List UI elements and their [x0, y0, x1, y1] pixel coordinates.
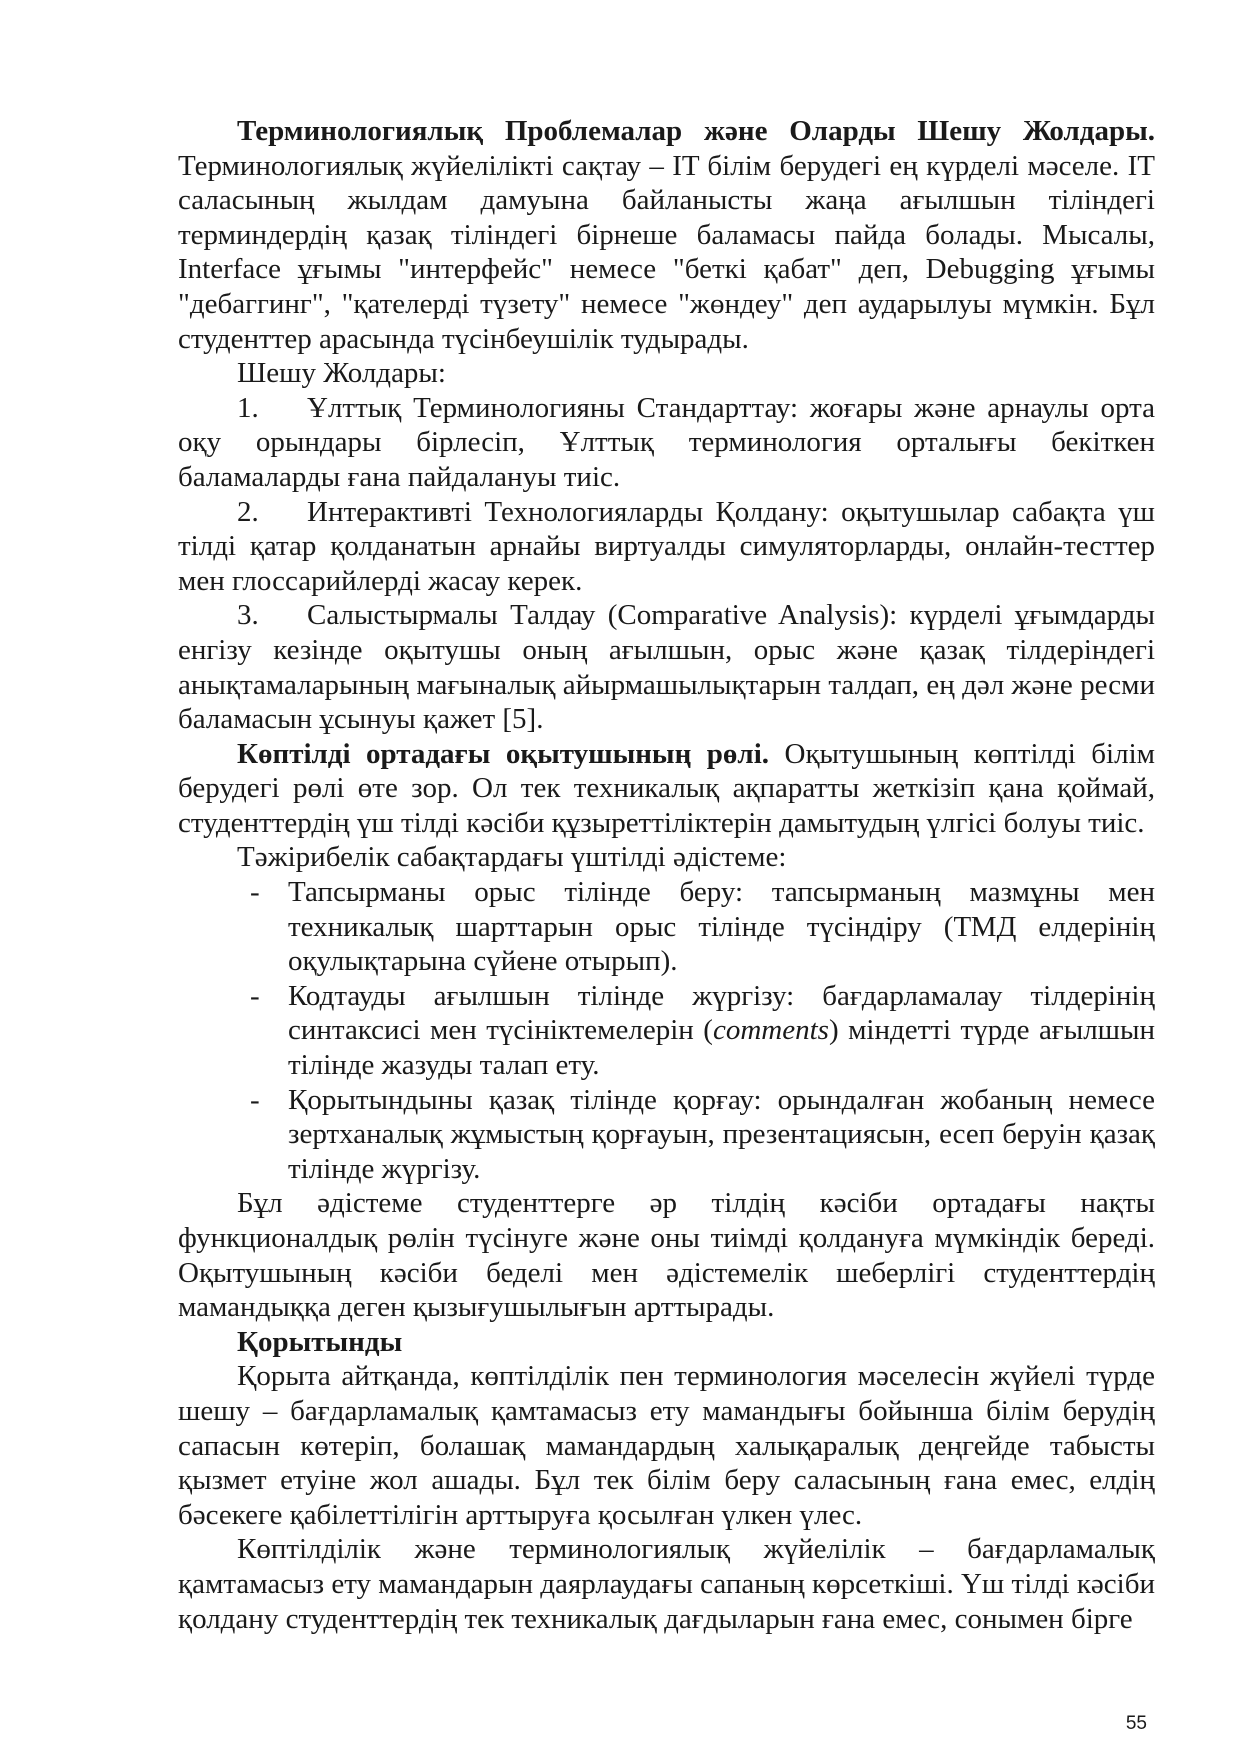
solution-item-1	[178, 391, 1155, 495]
solution-text: Салыстырмалы Талдау (Comparative Analysis): күрделі ұғымдарды енгізу кезінде оқытушы оның ағылшын, орыс және қазақ тілдеріндегі анықтамаларының мағыналық айырмашылықтарын талдап, ең дәл және ресми баламасын ұсынуы қажет [5].	[178, 599, 1155, 736]
terminology-body: Терминологиялық жүйелілікті сақтау – IT білім берудегі ең күрделі мәселе. IT саласының жылдам дамуына байланысты жаңа ағылшын тіліндегі терминдердің қазақ тіліндегі бірнеше баламасы пайда болады. Мысалы, Interface ұғымы "интерфейс" немесе "беткі қабат" деп, Debugging ұғымы "дебаггинг", "қателерді түзету" немесе "жөндеу" деп аударылуы мүмкін. Бұл студенттер арасында түсінбеушілік тудырады.	[178, 149, 1155, 355]
list-item-text: Қорытындыны қазақ тілінде қорғау: орындалған жобаның немесе зертханалық жұмыстың қорғауын, презентациясын, есеп беруін қазақ тілінде жүргізу.	[288, 1083, 1155, 1185]
solutions-title: Шешу Жолдары:	[237, 357, 446, 390]
list-item	[178, 875, 1155, 979]
list-item-text: Тапсырманы орыс тілінде беру: тапсырманың мазмұны мен техникалық шарттарын орыс тілінде түсіндіру (ТМД елдерінің оқулықтарына сүйене отырып).	[288, 876, 1155, 978]
dash-bullet: -	[250, 979, 260, 1012]
method-conclusion-paragraph: Бұл әдістеме студенттерге әр тілдің кәсіби ортадағы нақты функционалдық рөлін түсінуге және оны тиімді қолдануға мүмкіндік береді. Оқытушының кәсіби беделі мен әдістемелік шеберлігі студенттердің мамандыққа деген қызығушылығын арттырады.	[178, 1187, 1155, 1324]
list-item-text-before: Кодтауды ағылшын тілінде жүргізу: бағдарламалау тілдерінің синтаксисі мен түсініктемелерін (	[288, 979, 1155, 1047]
solution-text: Интерактивті Технологияларды Қолдану: оқытушылар сабақта үш тілді қатар қолданатын арнайы виртуалды симуляторларды, онлайн-тесттер мен глоссарийлерді жасау керек.	[178, 495, 1155, 597]
teacher-role-body: Оқытушының көптілді білім берудегі рөлі өте зор. Ол тек техникалық ақпаратты жеткізіп қана қоймай, студенттердің үш тілді кәсіби құзыреттіліктерін дамытудың үлгісі болуы тиіс.	[178, 737, 1155, 839]
list-item-text-after: ) міндетті түрде ағылшын тілінде жазуды талап ету.	[288, 1014, 1155, 1082]
dash-bullet: -	[250, 876, 260, 909]
dash-bullet: -	[250, 1083, 260, 1116]
conclusion-paragraph-2: Көптілділік және терминологиялық жүйелілік – бағдарламалық қамтамасыз ету мамандарын даярлаудағы сапаның көрсеткіші. Үш тілді кәсіби қолдану студенттердің тек техникалық дағдыларын ғана емес, сонымен бірге	[178, 1533, 1155, 1635]
list-item-italic-term: comments	[712, 1014, 829, 1047]
method-list	[178, 875, 1155, 1186]
section-heading-terminology: Терминологиялық Проблемалар және Оларды Шешу Жолдары.	[237, 115, 1155, 147]
method-title: Тәжірибелік сабақтардағы үштілді әдістеме:	[237, 841, 787, 874]
section-teacher-role-paragraph	[178, 737, 1155, 841]
page-number: 55	[1125, 1713, 1147, 1734]
solution-item-2	[178, 495, 1155, 599]
section-heading-teacher-role: Көптілді ортадағы оқытушының рөлі.	[237, 737, 769, 770]
solution-number: 3.	[237, 599, 259, 632]
conclusion-paragraph-1: Қорыта айтқанда, көптілділік пен терминология мәселесін жүйелі түрде шешу – бағдарламалық қамтамасыз ету мамандығы бойынша білім берудің сапасын көтеріп, болашақ мамандардың халықаралық деңгейде табысты қызмет етуіне жол ашады. Бұл тек білім беру саласының ғана емес, елдің бәсекеге қабілеттілігін арттыруға қосылған үлкен үлес.	[178, 1360, 1155, 1531]
list-item	[178, 1083, 1155, 1187]
solution-text: Ұлттық Терминологияны Стандарттау: жоғары және арнаулы орта оқу орындары бірлесіп, Ұлттық терминология орталығы бекіткен баламаларды ғана пайдалануы тиіс.	[178, 391, 1155, 493]
page-body	[178, 114, 1155, 1636]
section-terminology-paragraph	[178, 114, 1155, 356]
list-item	[178, 979, 1155, 1083]
solution-number: 1.	[237, 391, 259, 424]
solution-item-3	[178, 598, 1155, 736]
solution-number: 2.	[237, 495, 259, 528]
section-heading-conclusion: Қорытынды	[237, 1325, 403, 1358]
